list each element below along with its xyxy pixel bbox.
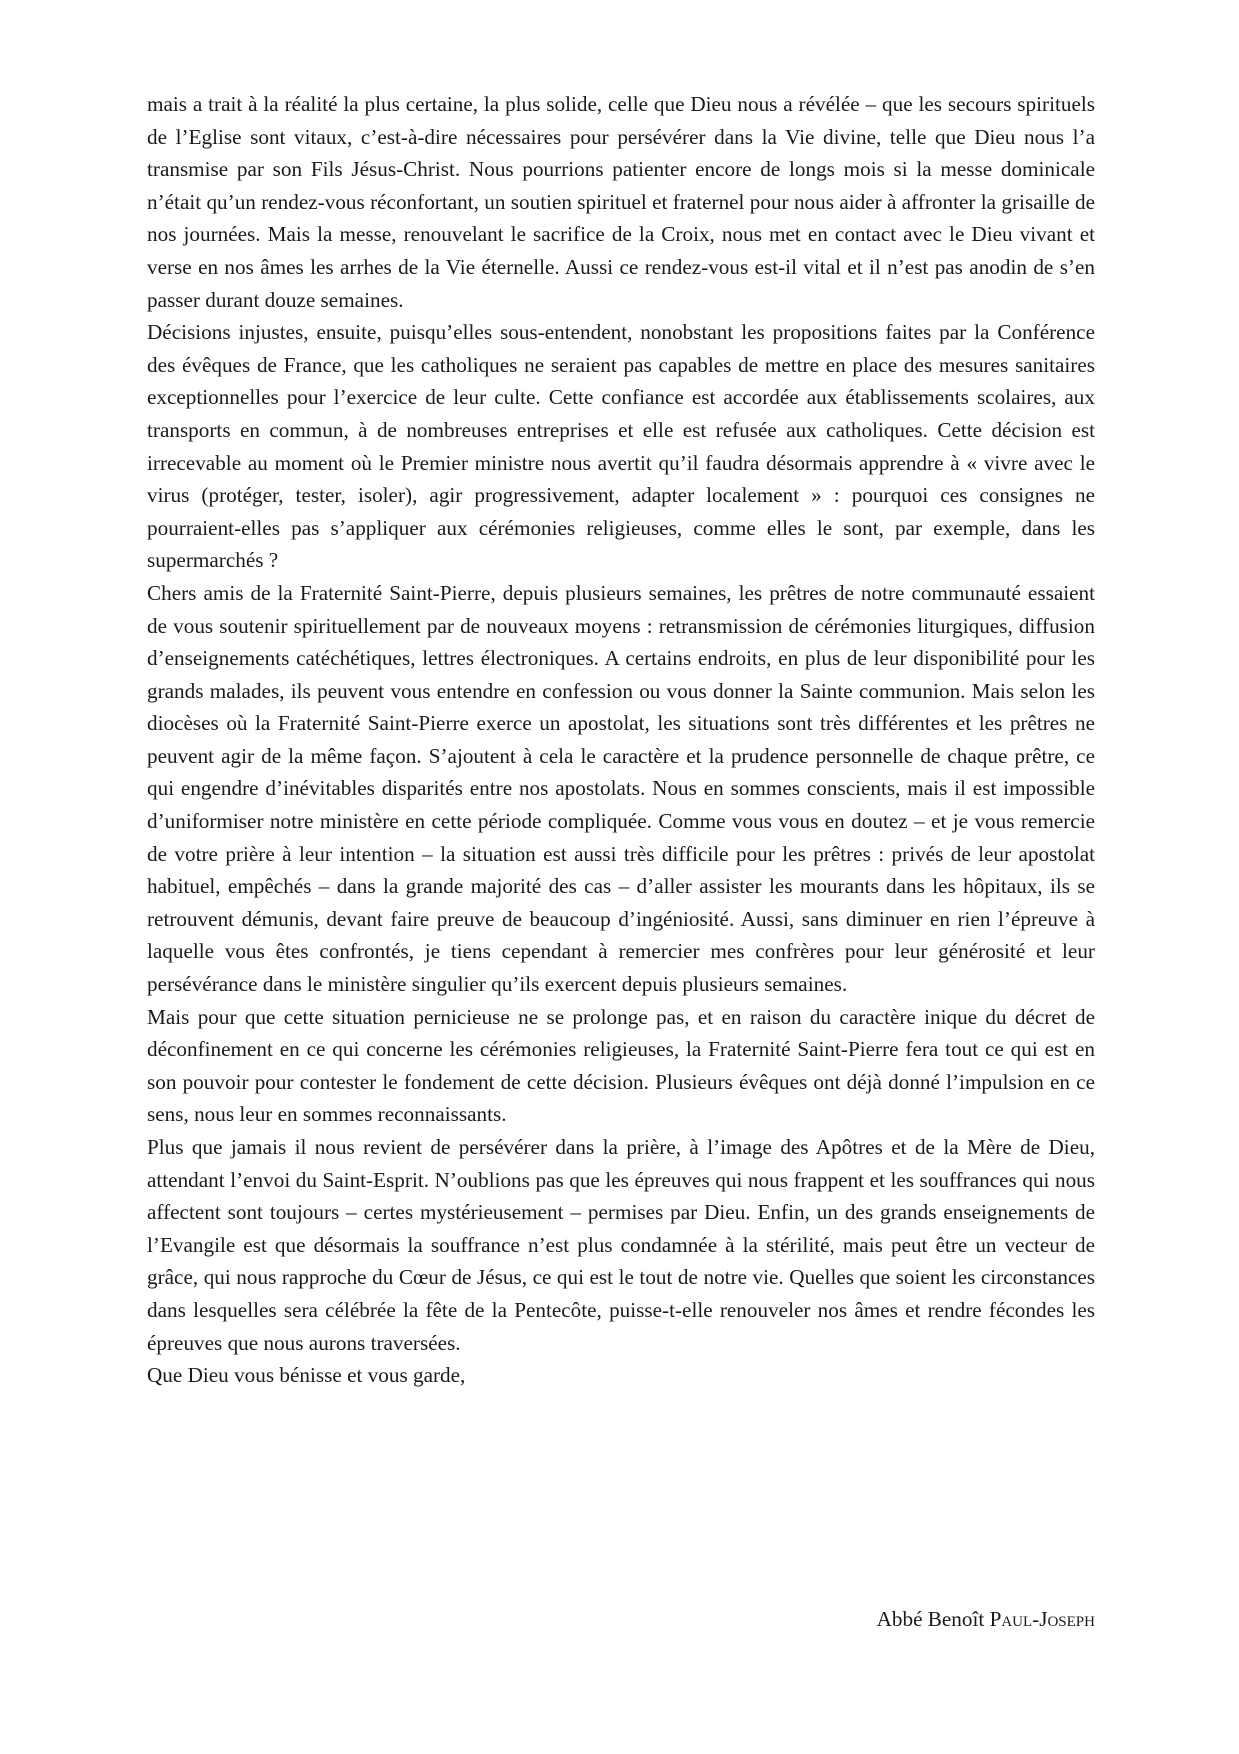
paragraph-perseverance-prayer: Plus que jamais il nous revient de persévérer dans la prière, à l’image des Apôtres et de la Mère de Dieu, attendant l’envoi du Saint-Esprit. N’oublions pas que les épreuves qui nous frappent et les souffrances qui nous affectent sont toujours – certes mystérieusement – permises par Dieu. Enfin, un des grands enseignements de l’Evangile est que désormais la souffrance n’est plus condamnée à la stérilité, mais peut être un vecteur de grâce, qui nous rapproche du Cœur de Jésus, ce qui est le tout de notre vie. Quelles que soient les circonstances dans lesquelles sera célébrée la fête de la Pentecôte, puisse-t-elle renouveler nos âmes et rendre fécondes les épreuves que nous aurons traversées. (147, 1135, 1095, 1355)
signature (877, 1603, 1095, 1635)
paragraph-contest-decree: Mais pour que cette situation pernicieuse ne se prolonge pas, et en raison du caractère inique du décret de déconfinement en ce qui concerne les cérémonies religieuses, la Fraternité Saint-Pierre fera tout ce qui est en son pouvoir pour contester le fondement de cette décision. Plusieurs évêques ont déjà donné l’impulsion en ce sens, nous leur en sommes reconnaissants. (147, 1004, 1095, 1127)
paragraph-spiritual-help: mais a trait à la réalité la plus certaine, la plus solide, celle que Dieu nous a révélée – que les secours spirituels de l’Eglise sont vitaux, c’est-à-dire nécessaires pour persévérer dans la Vie divine, telle que Dieu nous l’a transmise par son Fils Jésus-Christ. Nous pourrions patienter encore de longs mois si la messe dominicale n’était qu’un rendez-vous réconfortant, un soutien spirituel et fraternel pour nous aider à affronter la grisaille de nos journées. Mais la messe, renouvelant le sacrifice de la Croix, nous met en contact avec le Dieu vivant et verse en nos âmes les arrhes de la Vie éternelle. Aussi ce rendez-vous est-il vital et il n’est pas anodin de s’en passer durant douze semaines. (147, 92, 1095, 312)
signature-first-name: Abbé Benoît (876, 1607, 985, 1631)
letter-body (147, 88, 1095, 1392)
signature-surname: Paul-Joseph (989, 1607, 1095, 1631)
closing-blessing: Que Dieu vous bénisse et vous garde, (147, 1363, 466, 1388)
paragraph-priests-ministry: Chers amis de la Fraternité Saint-Pierre, depuis plusieurs semaines, les prêtres de notre communauté essaient de vous soutenir spirituellement par de nouveaux moyens : retransmission de cérémonies liturgiques, diffusion d’enseignements catéchétiques, lettres électroniques. A certains endroits, en plus de leur disponibilité pour les grands malades, ils peuvent vous entendre en confession ou vous donner la Sainte communion. Mais selon les diocèses où la Fraternité Saint-Pierre exerce un apostolat, les situations sont très différentes et les prêtres ne peuvent agir de la même façon. S’ajoutent à cela le caractère et la prudence personnelle de chaque prêtre, ce qui engendre d’inévitables disparités entre nos apostolats. Nous en sommes conscients, mais il est impossible d’uniformiser notre ministère en cette période compliquée. Comme vous vous en doutez – et je vous remercie de votre prière à leur intention – la situation est aussi très difficile pour les prêtres : privés de leur apostolat habituel, empêchés – dans la grande majorité des cas – d’aller assister les mourants dans les hôpitaux, ils se retrouvent démunis, devant faire preuve de beaucoup d’ingéniosité. Aussi, sans diminuer en rien l’épreuve à laquelle vous êtes confrontés, je tiens cependant à remercier mes confrères pour leur générosité et leur persévérance dans le ministère singulier qu’ils exercent depuis plusieurs semaines. (147, 580, 1095, 997)
paragraph-unjust-decisions: Décisions injustes, ensuite, puisqu’elles sous-entendent, nonobstant les propositions faites par la Conférence des évêques de France, que les catholiques ne seraient pas capables de mettre en place des mesures sanitaires exceptionnelles pour l’exercice de leur culte. Cette confiance est accordée aux établissements scolaires, aux transports en commun, à de nombreuses entreprises et elle est refusée aux catholiques. Cette décision est irrecevable au moment où le Premier ministre nous avertit qu’il faudra désormais apprendre à « vivre avec le virus (protéger, tester, isoler), agir progressivement, adapter localement » : pourquoi ces consignes ne pourraient-elles pas s’appliquer aux cérémonies religieuses, comme elles le sont, par exemple, dans les supermarchés ? (147, 320, 1095, 573)
